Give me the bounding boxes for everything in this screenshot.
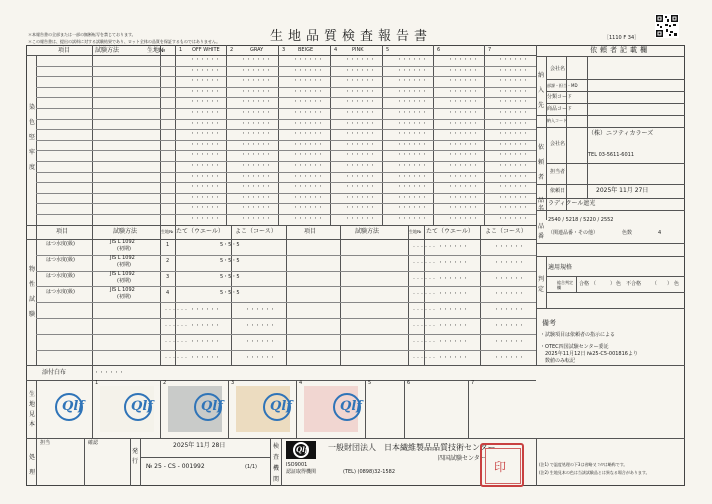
color-result-cell: ・・・・・・ (345, 195, 376, 201)
phys-result-cell: ・・・・・・ (190, 323, 221, 329)
phys-row-method-sub: (初期) (117, 294, 131, 300)
color-result-cell: ・・・・・・ (498, 131, 529, 137)
qr-code-icon (655, 14, 679, 38)
swatch-number-1: 1 (95, 380, 99, 386)
color-result-cell: ・・・・・・ (190, 184, 221, 190)
phys-result-cell: ・・・・・・ (412, 244, 436, 249)
color-result-cell: ・・・・・・ (293, 216, 324, 222)
color-result-cell: ・・・・・・ (190, 152, 221, 158)
request-date-label: 依頼日 (550, 188, 566, 194)
page-number: (1/1) (245, 464, 257, 470)
color-result-cell: ・・・・・・ (498, 195, 529, 201)
fail-label: 不合格 (626, 281, 642, 287)
color-result-cell: ・・・・・・ (397, 205, 428, 211)
color-result-cell: ・・・・・・ (345, 205, 376, 211)
color-result-cell: ・・・・・・ (397, 99, 428, 105)
phys-result-cell: ・・・・・・ (438, 355, 469, 361)
sample-name-2: GRAY (250, 47, 264, 53)
phys-row-item: はつ水度(級) (46, 241, 75, 247)
color-result-cell: ・・・・・・ (241, 121, 272, 127)
footer-note-2: (注2) 生地見本の色は当該試験品とは異なる場合があります。 (539, 470, 650, 475)
phys-result-cell: ・・・・・・ (412, 323, 436, 328)
color-result-cell: ・・・・・・ (397, 184, 428, 190)
color-result-cell: ・・・・・・ (293, 121, 324, 127)
color-result-cell: ・・・・・・ (498, 121, 529, 127)
color-result-cell: ・・・・・・ (293, 89, 324, 95)
color-result-cell: ・・・・・・ (345, 78, 376, 84)
footer-note-1: (注1) で温度処理の下3は省略又 ﾏﾒﾂは略称です。 (539, 462, 628, 467)
color-result-cell: ・・・・・・ (397, 163, 428, 169)
pass-open: （ (591, 281, 597, 287)
color-result-cell: ・・・・・・ (293, 205, 324, 211)
color-result-cell: ・・・・・・ (241, 216, 272, 222)
color-result-cell: ・・・・・・ (345, 99, 376, 105)
color-result-cell: ・・・・・・ (397, 152, 428, 158)
pass-unit: 色 (616, 281, 622, 287)
requester-label: 依頼者 (537, 144, 544, 181)
color-result-cell: ・・・・・・ (498, 142, 529, 148)
sample-no-7: 7 (488, 47, 492, 53)
class-code-label: 分類コード (547, 94, 573, 100)
color-result-cell: ・・・・・・ (448, 78, 479, 84)
color-result-cell: ・・・・・・ (190, 89, 221, 95)
fail-open: （ (652, 281, 658, 287)
phys-result-cell: ・・・・・・ (494, 276, 525, 282)
color-result-cell: ・・・・・・ (397, 195, 428, 201)
color-result-cell: ・・・・・・ (498, 78, 529, 84)
phys-row-no: 4 (166, 290, 170, 296)
color-result-cell: ・・・・・・ (498, 205, 529, 211)
phys-row-value: 5・5・5 (220, 274, 240, 280)
phys-row-method: JIS L 1092 (110, 239, 135, 245)
color-result-cell: ・・・・・・ (345, 57, 376, 63)
phys-row-method: JIS L 1092 (110, 287, 135, 293)
requester-company-label: 会社名 (550, 141, 566, 147)
phys-row-value: 5・5・5 (220, 258, 240, 264)
phys-result-cell: ・・・・・・ (245, 355, 276, 361)
phys-row-method-sub: (初期) (117, 262, 131, 268)
delivery-code-label: 納入コード (547, 118, 567, 123)
product-code-label: 商品コード (547, 106, 573, 112)
color-result-cell: ・・・・・・ (241, 131, 272, 137)
phys-result-cell: ・・・・・・ (412, 276, 436, 281)
sample-name-3: BEIGE (298, 47, 314, 53)
phys-result-cell: ・・・・・・ (190, 307, 221, 313)
inspection-org-label: 検査機関 (272, 443, 279, 483)
color-result-cell: ・・・・・・ (397, 57, 428, 63)
swatch-number-2: 2 (163, 380, 167, 386)
phys-result-cell: ・・・・・・ (438, 276, 469, 282)
swatch-section-label: 生地見本 (28, 391, 35, 428)
phys-result-cell: ・・・・・・ (190, 355, 221, 361)
phys-result-cell: ・・・・・・ (164, 323, 188, 328)
remarks-line-3: 2025年11月12日 №25-C5-001816より (545, 351, 638, 357)
phys-warp-header-right: たて（ウエール） (426, 228, 474, 235)
color-result-cell: ・・・・・・ (293, 99, 324, 105)
phys-row-item: はつ水度(級) (46, 289, 75, 295)
color-result-cell: ・・・・・・ (498, 174, 529, 180)
color-result-cell: ・・・・・・ (241, 205, 272, 211)
color-fastness-section-label: 染色堅牢度 (28, 104, 35, 171)
color-result-cell: ・・・・・・ (345, 184, 376, 190)
phys-result-cell: ・・・・・・ (494, 260, 525, 266)
color-result-cell: ・・・・・・ (190, 110, 221, 116)
color-result-cell: ・・・・・・ (190, 142, 221, 148)
color-result-cell: ・・・・・・ (448, 110, 479, 116)
color-result-cell: ・・・・・・ (293, 174, 324, 180)
disclaimer-1: ＊本報告書の全部または一部の無断転写を禁じております。 (28, 32, 136, 37)
color-result-cell: ・・・・・・ (448, 142, 479, 148)
phys-result-cell: ・・・・・・ (494, 355, 525, 361)
phys-row-item: はつ水度(級) (46, 273, 75, 279)
color-result-cell: ・・・・・・ (293, 57, 324, 63)
overall-judgement-label: 総合判定欄 (557, 280, 573, 290)
phys-result-cell: ・・・・・・ (245, 323, 276, 329)
color-result-cell: ・・・・・・ (241, 68, 272, 74)
color-result-cell: ・・・・・・ (345, 174, 376, 180)
phys-result-cell: ・・・・・・ (164, 355, 188, 360)
swatch-number-3: 3 (231, 380, 235, 386)
phys-row-method-sub: (初期) (117, 246, 131, 252)
color-result-cell: ・・・・・・ (241, 142, 272, 148)
color-result-cell: ・・・・・・ (293, 184, 324, 190)
sample-no-3: 3 (282, 47, 286, 53)
sample-no-6: 6 (437, 47, 441, 53)
phys-fabric-no-header-right: 生地№ (409, 229, 422, 234)
phys-result-cell: ・・・・・・ (438, 307, 469, 313)
color-item-header: 項目 (58, 47, 71, 54)
color-result-cell: ・・・・・・ (345, 163, 376, 169)
color-result-cell: ・・・・・・ (190, 163, 221, 169)
color-result-cell: ・・・・・・ (397, 174, 428, 180)
color-result-cell: ・・・・・・ (448, 57, 479, 63)
color-result-cell: ・・・・・・ (448, 68, 479, 74)
color-result-cell: ・・・・・・ (448, 89, 479, 95)
phys-result-cell: ・・・・・・ (412, 355, 436, 360)
color-result-cell: ・・・・・・ (498, 99, 529, 105)
sample-name-4: PINK (352, 47, 364, 53)
delivery-label: 納入先 (537, 72, 544, 109)
sample-no-4: 4 (334, 47, 338, 53)
phys-row-method: JIS L 1092 (110, 271, 135, 277)
approve-label: 担当 (40, 440, 51, 446)
phys-result-cell: ・・・・・・ (190, 339, 221, 345)
color-result-cell: ・・・・・・ (293, 163, 324, 169)
color-count: 4 (658, 230, 662, 236)
fabric-name: ラディクール遮光 (548, 200, 596, 207)
color-result-cell: ・・・・・・ (448, 184, 479, 190)
judgement-label: 判定 (537, 276, 544, 293)
phys-item-header-right: 項目 (304, 228, 317, 235)
color-result-cell: ・・・・・・ (190, 205, 221, 211)
swatch-number-6: 6 (407, 380, 411, 386)
phys-row-no: 1 (166, 242, 170, 248)
phys-result-cell: ・・・・・・ (494, 339, 525, 345)
color-result-cell: ・・・・・・ (241, 195, 272, 201)
phys-result-cell: ・・・・・・ (164, 307, 188, 312)
pass-label: 合格 (579, 281, 590, 287)
sample-name-1: OFF WHITE (192, 47, 220, 53)
organization-name: 一般財団法人 日本繊維製品品質技術センター (328, 443, 496, 452)
phys-result-cell: ・・・・・・ (438, 291, 469, 297)
color-result-cell: ・・・・・・ (190, 68, 221, 74)
color-result-cell: ・・・・・・ (345, 216, 376, 222)
color-result-cell: ・・・・・・ (448, 131, 479, 137)
qtec-logo-icon: Qlf (286, 441, 316, 459)
color-result-cell: ・・・・・・ (190, 174, 221, 180)
phys-result-cell: ・・・・・・ (412, 339, 436, 344)
remarks-label: 備考 (542, 319, 556, 327)
color-result-cell: ・・・・・・ (241, 174, 272, 180)
color-result-cell: ・・・・・・ (448, 174, 479, 180)
sample-no-1: 1 (179, 47, 183, 53)
attached-cloth-value: ・・・・・・ (94, 370, 125, 376)
phys-result-cell: ・・・・・・ (438, 323, 469, 329)
color-result-cell: ・・・・・・ (498, 184, 529, 190)
color-result-cell: ・・・・・・ (397, 216, 428, 222)
process-label: 処理 (28, 454, 35, 476)
confirm-label: 確認 (88, 440, 99, 446)
color-result-cell: ・・・・・・ (498, 152, 529, 158)
color-result-cell: ・・・・・・ (190, 195, 221, 201)
phys-row-method: JIS L 1092 (110, 255, 135, 261)
phys-result-cell: ・・・・・・ (245, 307, 276, 313)
standard-label: 適用規格 (548, 264, 573, 271)
phys-result-cell: ・・・・・・ (494, 307, 525, 313)
organization-tel: (TEL) (0898)32-1582 (343, 469, 396, 475)
color-result-cell: ・・・・・・ (345, 121, 376, 127)
color-result-cell: ・・・・・・ (345, 89, 376, 95)
remarks-line-2: ・OTEC四国試験センター委託 (540, 344, 609, 350)
color-result-cell: ・・・・・・ (397, 142, 428, 148)
color-result-cell: ・・・・・・ (448, 152, 479, 158)
phys-result-cell: ・・・・・・ (412, 291, 436, 296)
color-result-cell: ・・・・・・ (397, 110, 428, 116)
phys-row-no: 2 (166, 258, 170, 264)
color-result-cell: ・・・・・・ (397, 78, 428, 84)
request-date: 2025年 11月 27日 (596, 187, 649, 194)
color-result-cell: ・・・・・・ (293, 131, 324, 137)
swatch-number-5: 5 (368, 380, 372, 386)
remarks-line-1: ・試験項目は依頼者の指示による (540, 332, 616, 338)
issue-date: 2025年 11月 28日 (173, 442, 226, 449)
color-result-cell: ・・・・・・ (498, 57, 529, 63)
fail-close: ） (667, 281, 673, 287)
color-result-cell: ・・・・・・ (345, 152, 376, 158)
color-result-cell: ・・・・・・ (241, 57, 272, 63)
color-result-cell: ・・・・・・ (293, 142, 324, 148)
client-section-heading: 依頼者記載欄 (590, 46, 650, 54)
color-result-cell: ・・・・・・ (241, 99, 272, 105)
issue-label: 発行 (131, 448, 138, 465)
iso-label: ISO9001 (286, 462, 308, 468)
page-title: 生地品質検査報告書 (270, 29, 433, 44)
sample-no-2: 2 (230, 47, 234, 53)
iso-cert-label: 認証取得機関 (286, 469, 317, 475)
product-no: 2540 / 5218 / 5220 / 2552 (548, 217, 614, 223)
color-result-cell: ・・・・・・ (448, 99, 479, 105)
color-result-cell: ・・・・・・ (448, 195, 479, 201)
color-result-cell: ・・・・・・ (190, 216, 221, 222)
requester-tel: TEL 03-5611-6011 (588, 152, 635, 158)
color-result-cell: ・・・・・・ (397, 89, 428, 95)
color-result-cell: ・・・・・・ (345, 131, 376, 137)
sample-no-5: 5 (386, 47, 390, 53)
color-result-cell: ・・・・・・ (448, 163, 479, 169)
phys-fabric-no-header: 生地№ (161, 229, 174, 234)
official-seal-icon: 印 (480, 443, 524, 487)
color-result-cell: ・・・・・・ (241, 89, 272, 95)
phys-result-cell: ・・・・・・ (412, 307, 436, 312)
color-method-header: 試験方法 (95, 47, 120, 54)
color-result-cell: ・・・・・・ (190, 99, 221, 105)
color-fabric-no-header: 生地№ (147, 47, 166, 54)
color-result-cell: ・・・・・・ (190, 78, 221, 84)
fabric-name-label: 品名 (537, 197, 544, 212)
color-result-cell: ・・・・・・ (448, 205, 479, 211)
color-result-cell: ・・・・・・ (397, 68, 428, 74)
product-no-label: 品番 (537, 223, 544, 240)
phys-result-cell: ・・・・・・ (412, 260, 436, 265)
form-code: ［1110 F 34］ (604, 35, 640, 41)
color-result-cell: ・・・・・・ (448, 121, 479, 127)
pass-close: ） (610, 281, 616, 287)
color-result-cell: ・・・・・・ (293, 195, 324, 201)
swatch-number-7: 7 (471, 380, 475, 386)
color-result-cell: ・・・・・・ (241, 163, 272, 169)
attached-cloth-label: 添付白布 (42, 369, 67, 376)
color-result-cell: ・・・・・・ (397, 131, 428, 137)
phys-warp-header: たて（ウエール） (176, 228, 224, 235)
phys-result-cell: ・・・・・・ (494, 244, 525, 250)
color-result-cell: ・・・・・・ (293, 152, 324, 158)
person-label: 担当者 (550, 169, 566, 175)
branch-name: 四国試験センター (438, 455, 486, 462)
phys-result-cell: ・・・・・・ (438, 244, 469, 250)
color-result-cell: ・・・・・・ (241, 110, 272, 116)
color-result-cell: ・・・・・・ (498, 68, 529, 74)
color-result-cell: ・・・・・・ (190, 121, 221, 127)
phys-result-cell: ・・・・・・ (494, 291, 525, 297)
phys-result-cell: ・・・・・・ (245, 339, 276, 345)
color-result-cell: ・・・・・・ (293, 68, 324, 74)
phys-row-value: 5・5・5 (220, 290, 240, 296)
color-result-cell: ・・・・・・ (241, 78, 272, 84)
phys-weft-header: よこ（コース） (235, 228, 277, 235)
color-result-cell: ・・・・・・ (498, 89, 529, 95)
issue-number: № 25 - CS - 001992 (146, 463, 205, 470)
color-result-cell: ・・・・・・ (345, 68, 376, 74)
color-result-cell: ・・・・・・ (498, 110, 529, 116)
phys-result-cell: ・・・・・・ (494, 323, 525, 329)
phys-row-value: 5・5・5 (220, 242, 240, 248)
phys-method-header: 試験方法 (113, 228, 138, 235)
remarks-line-4: 数値のみ転記 (545, 358, 576, 364)
phys-result-cell: ・・・・・・ (438, 260, 469, 266)
fail-unit: 色 (674, 281, 680, 287)
color-result-cell: ・・・・・・ (498, 163, 529, 169)
requester-company: （株）ニフティカラーズ (588, 130, 654, 137)
physical-test-section-label: 物性試験 (28, 266, 35, 318)
phys-weft-header-right: よこ（コース） (485, 228, 527, 235)
phys-item-header: 項目 (56, 228, 69, 235)
related-products: （関連品番・その他） (548, 230, 599, 236)
color-result-cell: ・・・・・・ (190, 57, 221, 63)
color-result-cell: ・・・・・・ (448, 216, 479, 222)
color-result-cell: ・・・・・・ (241, 184, 272, 190)
phys-row-no: 3 (166, 274, 170, 280)
color-result-cell: ・・・・・・ (397, 121, 428, 127)
color-result-cell: ・・・・・・ (190, 131, 221, 137)
dept-label: 部課・担当・MD (547, 83, 578, 88)
delivery-company-label: 会社名 (550, 66, 566, 72)
disclaimer-2: ＊この報告書は、提出の試料に対する試験結果であり、ロット全体の品質を保証するものではありません。 (28, 39, 221, 44)
color-result-cell: ・・・・・・ (293, 110, 324, 116)
phys-result-cell: ・・・・・・ (438, 339, 469, 345)
color-result-cell: ・・・・・・ (498, 216, 529, 222)
color-result-cell: ・・・・・・ (345, 110, 376, 116)
phys-method-header-right: 試験方法 (355, 228, 380, 235)
color-result-cell: ・・・・・・ (345, 142, 376, 148)
swatch-number-4: 4 (299, 380, 303, 386)
phys-row-method-sub: (初期) (117, 278, 131, 284)
phys-row-item: はつ水度(級) (46, 257, 75, 263)
color-count-label: 色数 (622, 230, 633, 236)
color-result-cell: ・・・・・・ (293, 78, 324, 84)
phys-result-cell: ・・・・・・ (164, 339, 188, 344)
color-result-cell: ・・・・・・ (241, 152, 272, 158)
